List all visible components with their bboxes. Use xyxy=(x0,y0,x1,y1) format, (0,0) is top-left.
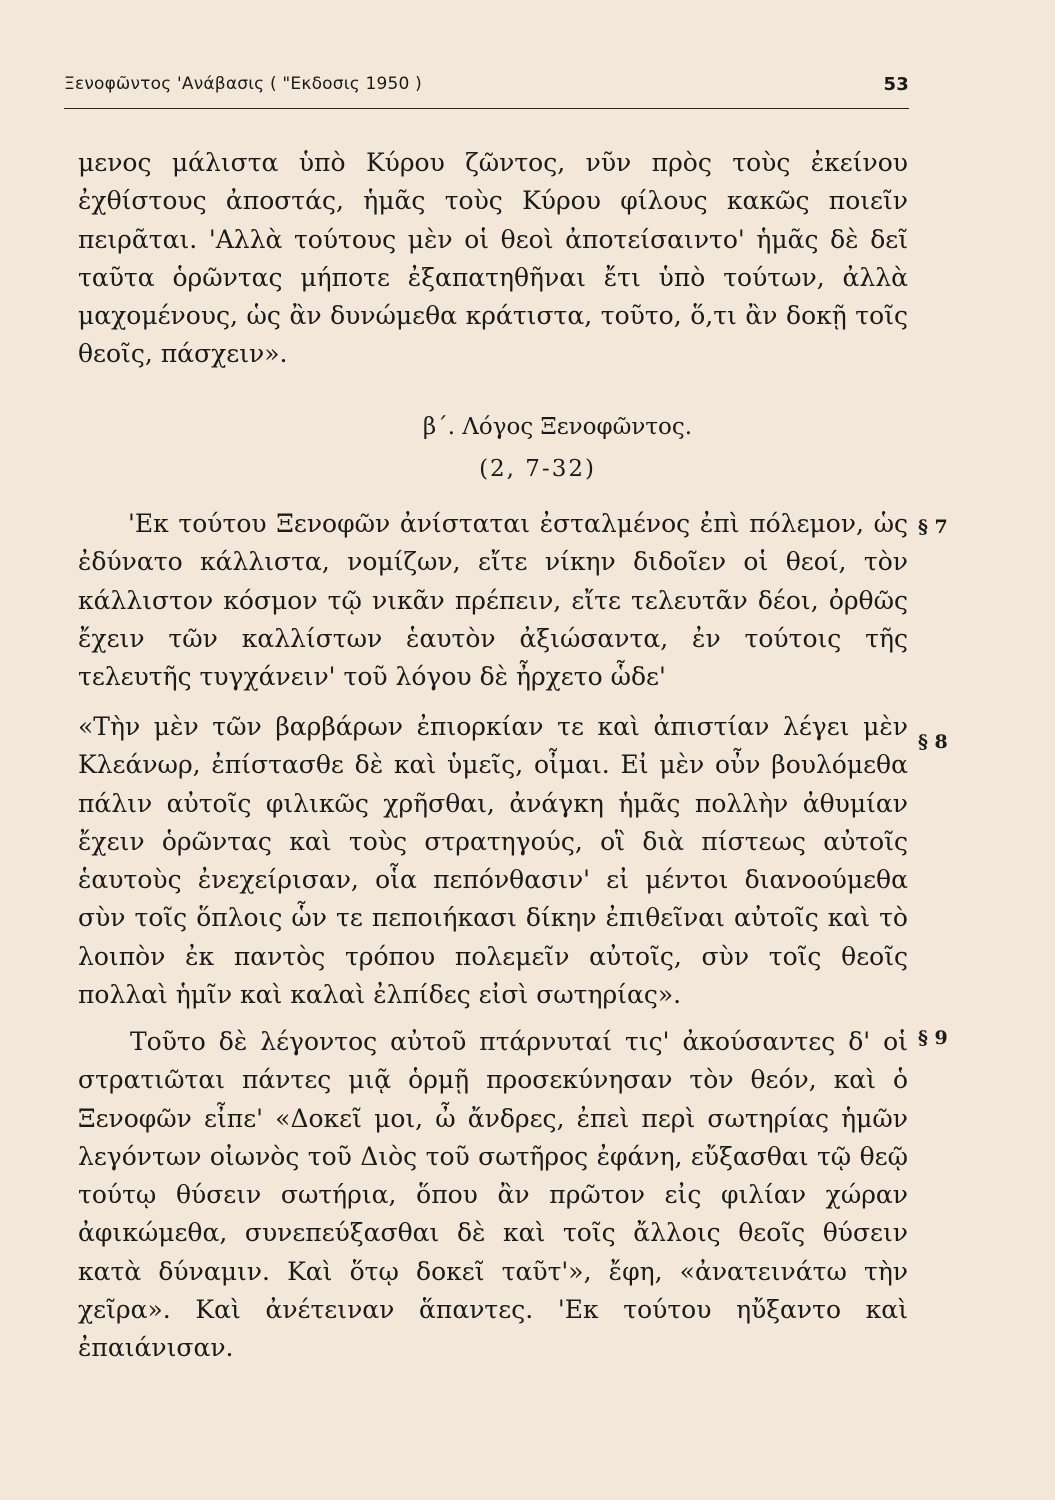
margin-marker-7: § 7 xyxy=(918,516,948,538)
section-title: β΄. Λόγος Ξενοφῶντος. xyxy=(422,414,693,440)
page-number: 53 xyxy=(883,74,909,95)
margin-marker-9: § 9 xyxy=(918,1027,948,1049)
header-rule xyxy=(64,108,909,109)
margin-marker-8: § 8 xyxy=(918,731,948,753)
section-reference: (2, 7-32) xyxy=(479,456,596,482)
paragraph-8: «Τὴν μὲν τῶν βαρβάρων ἐπιορκίαν τε καὶ ἀπιστίαν λέγει μὲν Κλεάνωρ, ἐπίστασθε δὲ καὶ ὑμεῖς, οἶμαι. Εἰ μὲν οὖν βουλόμεθα πάλιν αὐτοῖς φιλικῶς χρῆσθαι, ἀνάγκη ἡμᾶς πολλὴν ἀθυμίαν ἔχειν ὁρῶντας καὶ τοὺς στρατηγούς, οἳ διὰ πίστεως αὐτοῖς ἑαυτοὺς ἐνεχείρισαν, οἷα πεπόνθασιν' εἰ μέντοι διανοούμεθα σὺν τοῖς ὅπλοις ὧν τε πεποιήκασι δίκην ἐπιθεῖναι αὐτοῖς καὶ τὸ λοιπὸν ἐκ παντὸς τρόπου πολεμεῖν αὐτοῖς, σὺν τοῖς θεοῖς πολλαὶ ἡμῖν καὶ καλαὶ ἐλπίδες εἰσὶ σωτηρίας». xyxy=(78,712,908,1010)
text-block-section-9 xyxy=(78,1023,908,1368)
text-block-continued xyxy=(78,144,908,374)
text-block-section-8 xyxy=(78,708,908,1014)
text-block-section-7 xyxy=(78,505,908,696)
paragraph-continued: μενος μάλιστα ὑπὸ Κύρου ζῶντος, νῦν πρὸς τοὺς ἐκείνου ἐχθίστους ἀποστάς, ἡμᾶς τοὺς Κύρου φίλους κακῶς ποιεῖν πειρᾶται. 'Αλλὰ τούτους μὲν οἱ θεοὶ ἀποτείσαιντο' ἡμᾶς δὲ δεῖ ταῦτα ὁρῶντας μήποτε ἐξαπατηθῆναι ἔτι ὑπὸ τούτων, ἀλλὰ μαχομένους, ὡς ἂν δυνώμεθα κράτιστα, τοῦτο, ὅ,τι ἂν δοκῇ τοῖς θεοῖς, πάσχειν». xyxy=(78,148,908,369)
running-title: Ξενοφῶντος 'Ανάβασις ( "Εκδοσις 1950 ) xyxy=(64,74,422,94)
running-header xyxy=(64,74,909,102)
paragraph-9: Τοῦτο δὲ λέγοντος αὐτοῦ πτάρνυταί τις' ἀκούσαντες δ' οἱ στρατιῶται πάντες μιᾷ ὁρμῇ προσεκύνησαν τὸν θεόν, καὶ ὁ Ξενοφῶν εἶπε' «Δοκεῖ μοι, ὦ ἄνδρες, ἐπεὶ περὶ σωτηρίας ἡμῶν λεγόντων οἰωνὸς τοῦ Διὸς τοῦ σωτῆρος ἐφάνη, εὔξασθαι τῷ θεῷ τούτῳ θύσειν σωτήρια, ὅπου ἂν πρῶτον εἰς φιλίαν χώραν ἀφικώμεθα, συνεπεύξασθαι δὲ καὶ τοῖς ἄλλοις θεοῖς θύσειν κατὰ δύναμιν. Καὶ ὅτῳ δοκεῖ ταῦτ'», ἔφη, «ἀνατεινάτω τὴν χεῖρα». Καὶ ἀνέτειναν ἅπαντες. 'Εκ τούτου ηὔξαντο καὶ ἐπαιάνισαν. xyxy=(78,1027,908,1363)
paragraph-7: 'Εκ τούτου Ξενοφῶν ἀνίσταται ἐσταλμένος ἐπὶ πόλεμον, ὡς ἐδύνατο κάλλιστα, νομίζων, εἴτε νίκην διδοῖεν οἱ θεοί, τὸν κάλλιστον κόσμον τῷ νικᾶν πρέπειν, εἴτε τελευτᾶν δέοι, ὀρθῶς ἔχειν τῶν καλλίστων ἑαυτὸν ἀξιώσαντα, ἐν τούτοις τῆς τελευτῆς τυγχάνειν' τοῦ λόγου δὲ ἦρχετο ὧδε' xyxy=(78,509,908,692)
